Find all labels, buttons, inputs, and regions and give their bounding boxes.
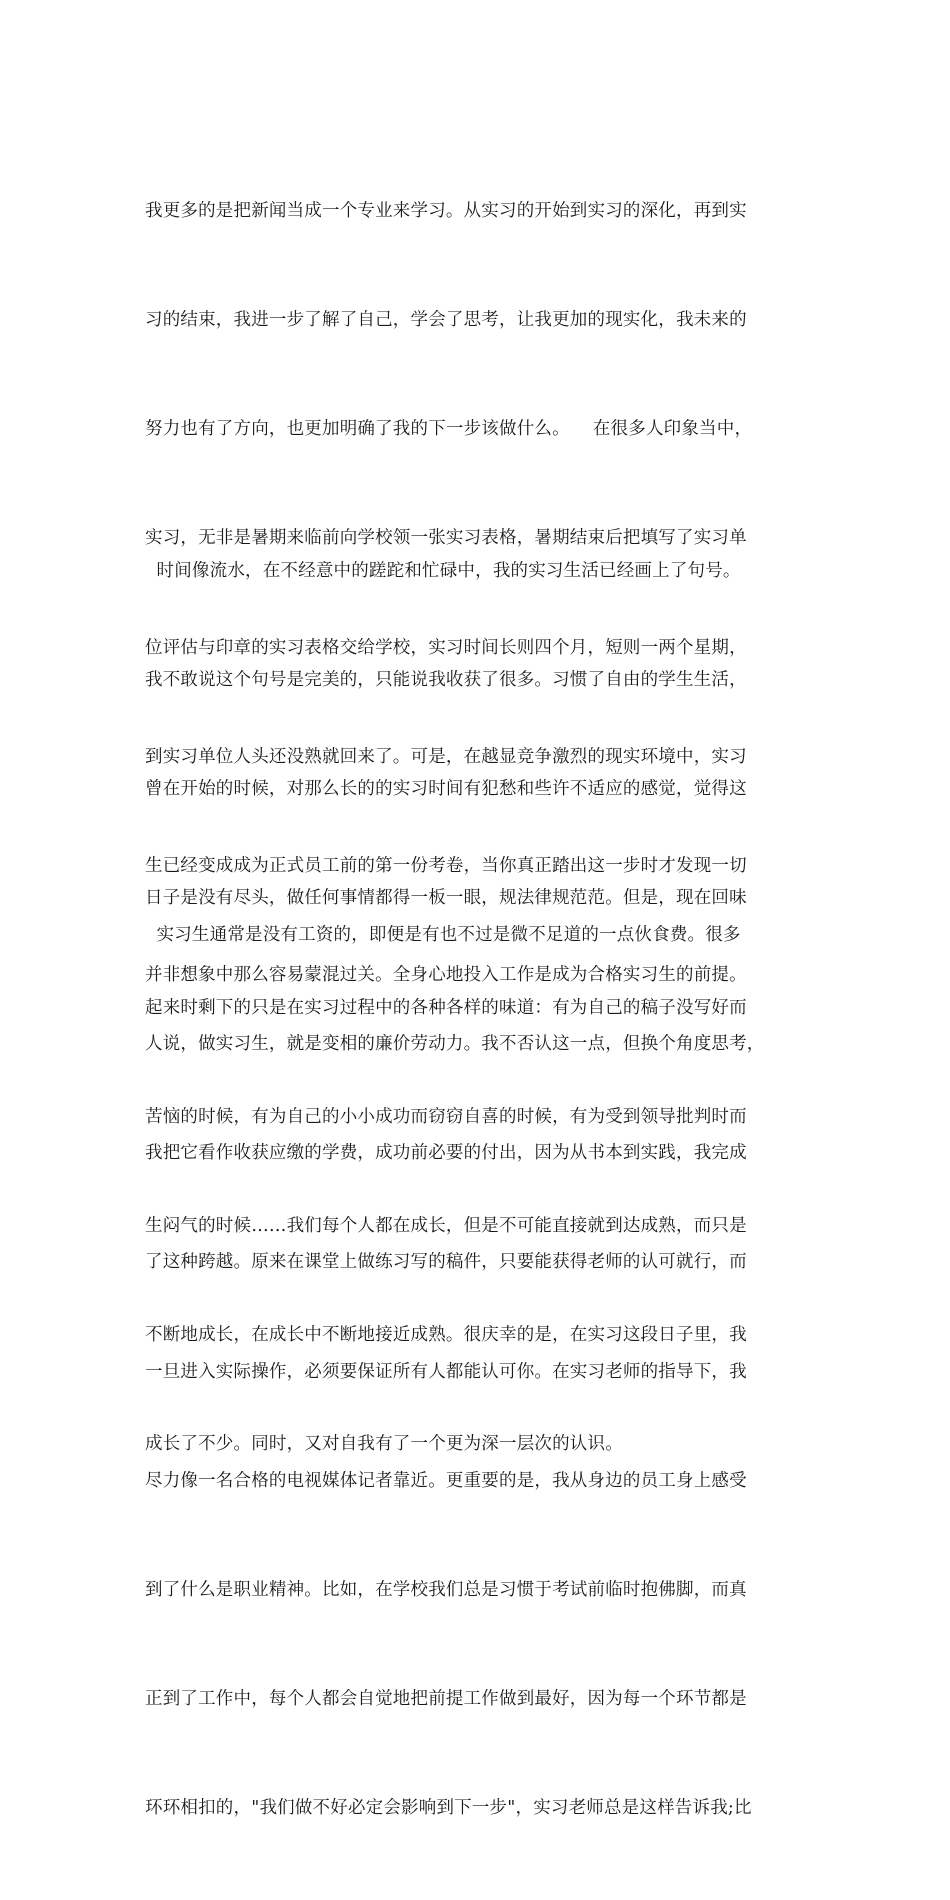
text-line: 成长了不少。同时，又对自我有了一个更为深一层次的认识。 xyxy=(145,1434,623,1455)
text-line: 正到了工作中，每个人都会自觉地把前提工作做到最好，因为每一个环节都是 xyxy=(145,1689,747,1710)
text-line: 起来时剩下的只是在实习过程中的各种各样的味道：有为自己的稿子没写好而 xyxy=(145,997,747,1018)
text-line: 不断地成长，在成长中不断地接近成熟。很庆幸的是，在实习这段日子里，我 xyxy=(145,1325,747,1346)
text-line: 到了什么是职业精神。比如，在学校我们总是习惯于考试前临时抱佛脚，而真 xyxy=(145,1580,747,1601)
text-line: 时间像流水，在不经意中的蹉跎和忙碌中，我的实习生活已经画上了句号。 xyxy=(145,560,741,581)
text-line: 曾在开始的时候，对那么长的的实习时间有犯愁和些许不适应的感觉，觉得这 xyxy=(145,779,747,800)
text-line: 努力也有了方向，也更加明确了我的下一步该做什么。 在很多人印象当中， xyxy=(145,419,753,440)
text-line: 我更多的是把新闻当成一个专业来学习。从实习的开始到实习的深化，再到实 xyxy=(145,200,747,221)
text-line: 一旦进入实际操作，必须要保证所有人都能认可你。在实习老师的指导下，我 xyxy=(145,1361,747,1382)
text-line: 我不敢说这个句号是完美的，只能说我收获了很多。习惯了自由的学生生活， xyxy=(145,670,747,691)
paragraph-3 xyxy=(145,844,825,1900)
text-line: 实习生通常是没有工资的，即便是有也不过是微不足道的一点伙食费。很多 xyxy=(145,924,741,945)
text-line: 尽力像一名合格的电视媒体记者靠近。更重要的是，我从身边的员工身上感受 xyxy=(145,1470,747,1491)
text-line: 我把它看作收获应缴的学费，成功前必要的付出，因为从书本到实践，我完成 xyxy=(145,1143,747,1164)
text-line: 位评估与印章的实习表格交给学校，实习时间长则四个月，短则一两个星期， xyxy=(145,637,747,658)
text-line: 生闷气的时候……我们每个人都在成长，但是不可能直接就到达成熟，而只是 xyxy=(145,1216,747,1237)
text-line: 日子是没有尽头，做任何事情都得一板一眼，规法律规范范。但是，现在回味 xyxy=(145,888,747,909)
text-line: 苦恼的时候，有为自己的小小成功而窃窃自喜的时候，有为受到领导批判时而 xyxy=(145,1106,747,1127)
text-line: 实习，无非是暑期来临前向学校领一张实习表格，暑期结束后把填写了实习单 xyxy=(145,528,747,549)
text-line: 环环相扣的，"我们做不好必定会影响到下一步"，实习老师总是这样告诉我;比 xyxy=(145,1798,752,1819)
text-line: 习的结束，我进一步了解了自己，学会了思考，让我更加的现实化，我未来的 xyxy=(145,310,747,331)
text-line: 人说，做实习生，就是变相的廉价劳动力。我不否认这一点，但换个角度思考， xyxy=(145,1034,765,1055)
text-line: 生已经变成成为正式员工前的第一份考卷，当你真正踏出这一步时才发现一切 xyxy=(145,856,747,877)
text-line: 并非想象中那么容易蒙混过关。全身心地投入工作是成为合格实习生的前提。 xyxy=(145,965,747,986)
text-line: 了这种跨越。原来在课堂上做练习写的稿件，只要能获得老师的认可就行，而 xyxy=(145,1252,747,1273)
text-line: 到实习单位人头还没熟就回来了。可是，在越显竞争激烈的现实环境中，实习 xyxy=(145,746,747,767)
